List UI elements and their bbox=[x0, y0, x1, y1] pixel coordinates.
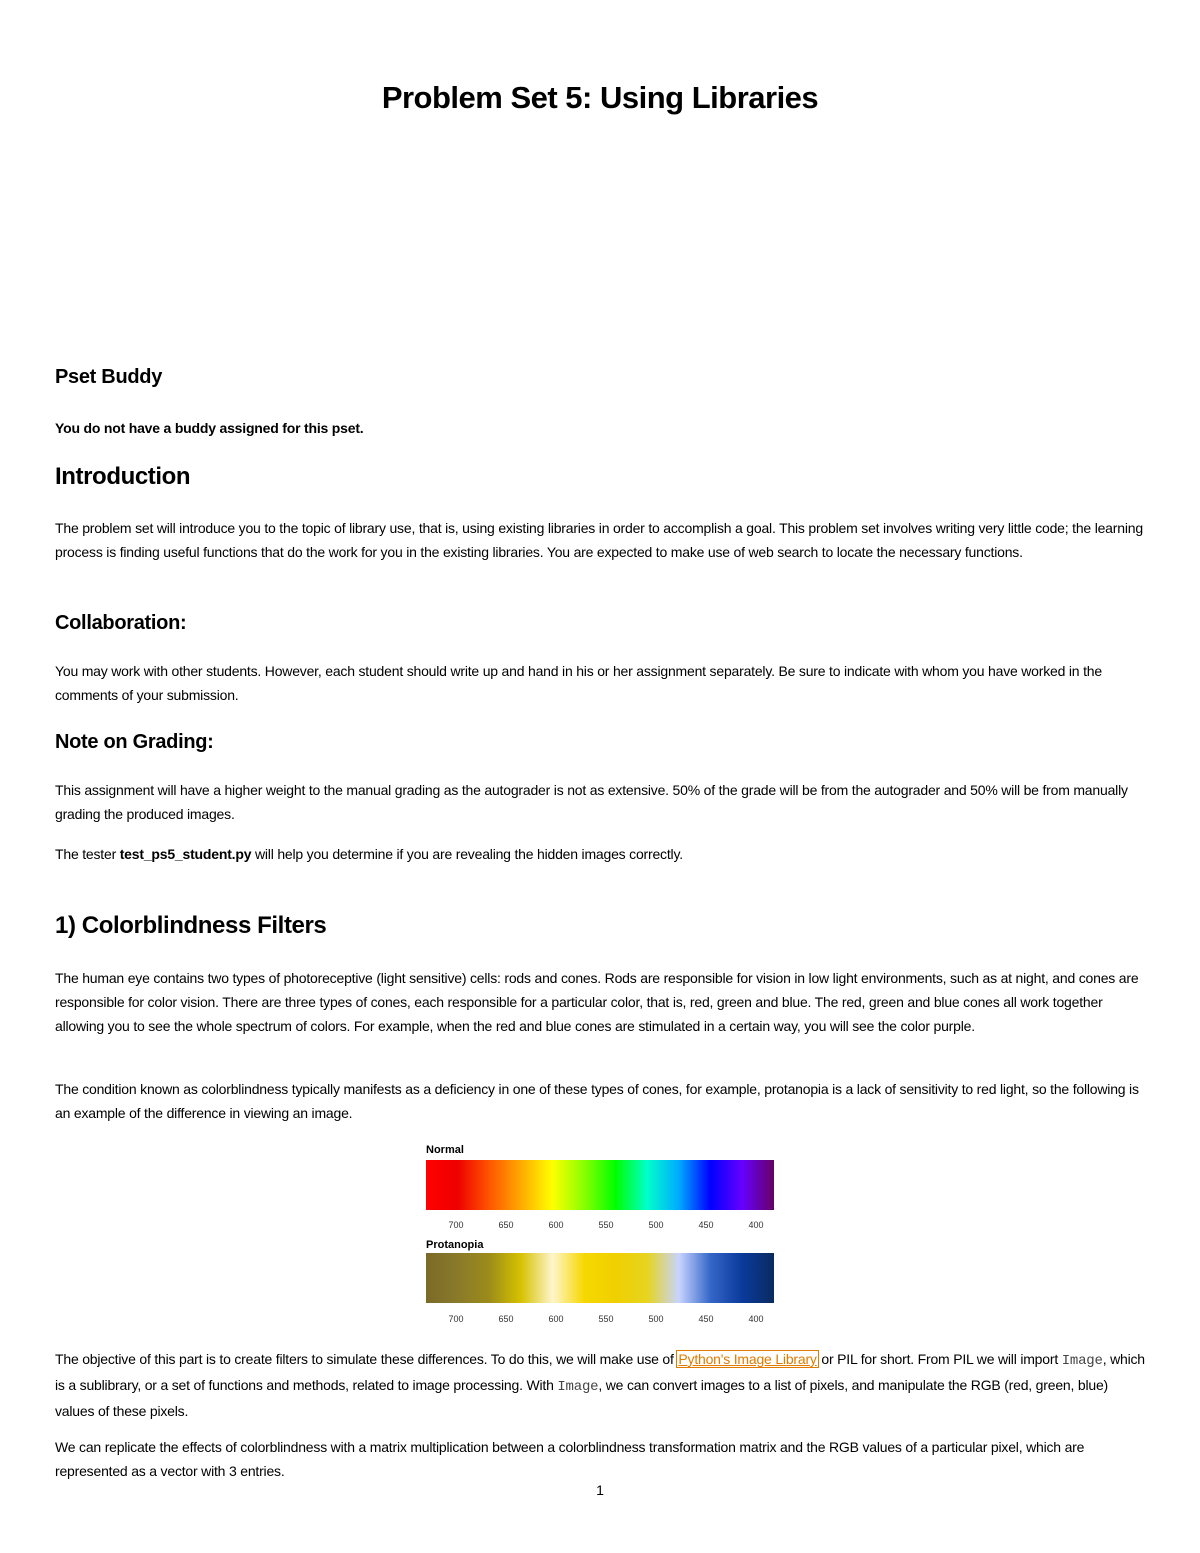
normal-tick-label: 550 bbox=[598, 1220, 614, 1230]
pil-link[interactable]: Python's Image Library bbox=[678, 1351, 817, 1367]
protanopia-tick-label: 600 bbox=[548, 1314, 564, 1324]
p3-text-a: The objective of this part is to create filters to simulate these differences. To do this, we will make use of bbox=[55, 1351, 678, 1367]
pset-buddy-text: You do not have a buddy assigned for this pset. bbox=[55, 420, 364, 436]
normal-tick-label: 600 bbox=[548, 1220, 564, 1230]
section1-paragraph-2: The condition known as colorblindness typically manifests as a deficiency in one of these types of cones, for example, protanopia is a lack of sensitivity to red light, so the following is an example of the difference in viewing an image. bbox=[55, 1081, 1139, 1121]
spectrum-figure bbox=[420, 1140, 780, 1330]
p3-text-c: , which is a sublibrary, or a set of functions and methods, related to image processing. With bbox=[55, 1351, 1145, 1393]
section1-paragraph-1: The human eye contains two types of photoreceptive (light sensitive) cells: rods and cones. Rods are responsible for vision in low light environments, such as at night, and cones are responsible for color vision. There are three types of cones, each responsible for a particular color, that is, red, green and blue. The red, green and blue cones all work together allowing you to see the whole spectrum of colors. For example, when the red and blue cones are stimulated in a certain way, you will see the color purple. bbox=[55, 970, 1139, 1034]
normal-tick-row bbox=[426, 1220, 774, 1232]
p3-text-d: , we can convert images to a list of pixels, and manipulate the RGB (red, green, blue) values of these pixels. bbox=[55, 1377, 1109, 1419]
page-number: 1 bbox=[596, 1482, 604, 1498]
section1-heading: 1) Colorblindness Filters bbox=[55, 912, 327, 939]
protanopia-spectrum-bar bbox=[426, 1253, 774, 1303]
tester-note-after: will help you determine if you are revealing the hidden images correctly. bbox=[251, 846, 683, 862]
code-image-1: Image bbox=[1061, 1353, 1103, 1369]
section1-paragraph-4: We can replicate the effects of colorblindness with a matrix multiplication between a colorblindness transformation matrix and the RGB values of a particular pixel, which are represented as a vector with 3 entries. bbox=[55, 1439, 1085, 1479]
section1-paragraph-3 bbox=[55, 1347, 1150, 1423]
normal-spectrum-bar bbox=[426, 1160, 774, 1210]
protanopia-tick-label: 500 bbox=[648, 1314, 664, 1324]
normal-tick-label: 450 bbox=[698, 1220, 714, 1230]
protanopia-tick-row bbox=[426, 1314, 774, 1326]
introduction-text: The problem set will introduce you to the topic of library use, that is, using existing libraries in order to accomplish a goal. This problem set involves writing very little code; the learning process is finding useful functions that do the work for you in the existing libraries. You are expected to make use of web search to locate the necessary functions. bbox=[55, 520, 1143, 560]
normal-label: Normal bbox=[426, 1144, 464, 1156]
page-title: Problem Set 5: Using Libraries bbox=[381, 80, 819, 115]
protanopia-tick-label: 650 bbox=[498, 1314, 514, 1324]
collaboration-heading: Collaboration: bbox=[55, 612, 187, 634]
normal-tick-label: 500 bbox=[648, 1220, 664, 1230]
code-image-2: Image bbox=[557, 1379, 599, 1395]
tester-note-before: The tester bbox=[55, 846, 120, 862]
pset-buddy-heading: Pset Buddy bbox=[55, 366, 163, 388]
protanopia-label: Protanopia bbox=[426, 1239, 484, 1251]
introduction-heading: Introduction bbox=[55, 463, 191, 490]
protanopia-tick-label: 700 bbox=[448, 1314, 464, 1324]
grading-heading: Note on Grading: bbox=[55, 731, 214, 753]
tester-note bbox=[55, 842, 1150, 866]
normal-tick-label: 400 bbox=[748, 1220, 764, 1230]
tester-filename: test_ps5_student.py bbox=[119, 846, 252, 862]
protanopia-tick-label: 400 bbox=[748, 1314, 764, 1324]
protanopia-tick-label: 450 bbox=[698, 1314, 714, 1324]
grading-text: This assignment will have a higher weight to the manual grading as the autograder is not as extensive. 50% of the grade will be from the autograder and 50% will be from manually grading the produced images. bbox=[55, 782, 1128, 822]
normal-tick-label: 700 bbox=[448, 1220, 464, 1230]
normal-tick-label: 650 bbox=[498, 1220, 514, 1230]
protanopia-tick-label: 550 bbox=[598, 1314, 614, 1324]
collaboration-text: You may work with other students. However, each student should write up and hand in his or her assignment separately. Be sure to indicate with whom you have worked in the comments of your submission. bbox=[55, 663, 1102, 703]
p3-text-b: or PIL for short. From PIL we will import bbox=[817, 1351, 1062, 1367]
